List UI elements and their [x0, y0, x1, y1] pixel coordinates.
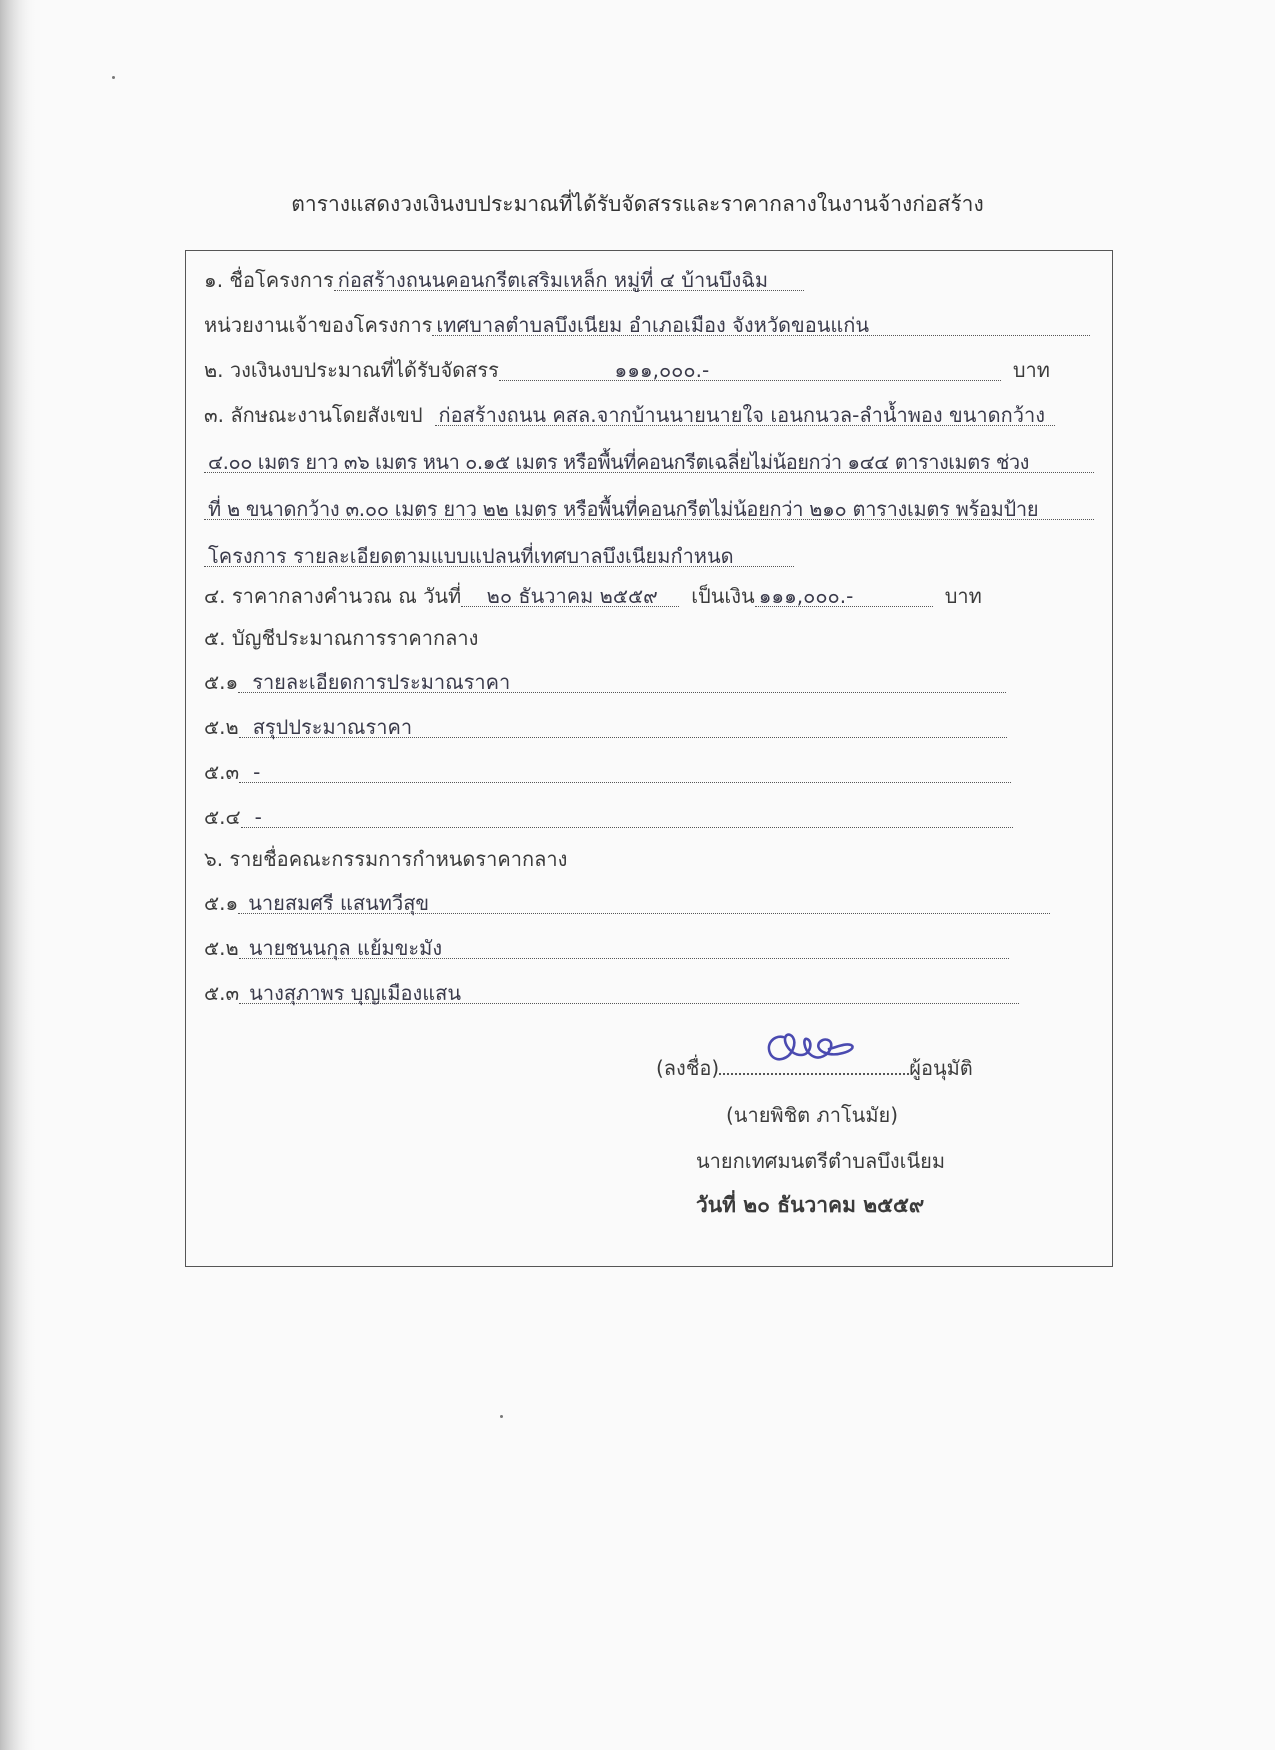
estimate-row	[204, 667, 1006, 697]
form-frame	[185, 250, 1113, 1267]
median-price-amount: ๑๑๑,๐๐๐.-	[755, 581, 933, 607]
estimate-row-text: รายละเอียดการประมาณราคา	[238, 667, 1006, 693]
estimate-row-text: -	[239, 757, 1011, 783]
committee-heading	[204, 844, 567, 874]
signature-prefix: (ลงชื่อ)	[656, 1056, 720, 1080]
committee-member-name: นายชนนกุล แย้มขะมัง	[239, 933, 1009, 959]
median-price-unit: บาท	[944, 584, 982, 608]
description-line-1: ก่อสร้างถนน คสล.จากบ้านนายนายใจ เอนกนวล-ลำน้ำพอง ขนาดกว้าง	[435, 400, 1055, 426]
estimate-row	[204, 757, 1011, 787]
budget-row	[204, 355, 1050, 385]
description-row-1	[204, 400, 1055, 430]
signature-line	[656, 1051, 973, 1084]
description-label: ๓. ลักษณะงานโดยสังเขป	[204, 403, 423, 427]
estimate-row	[204, 712, 1007, 742]
median-price-date: ๒๐ ธันวาคม ๒๕๕๙	[461, 581, 679, 607]
median-price-label: ๔. ราคากลางคำนวณ ณ วันที่	[204, 584, 462, 608]
description-row-3	[204, 494, 1094, 524]
description-row-4	[204, 541, 794, 571]
description-row-2	[204, 447, 1094, 477]
project-name-label: ๑. ชื่อโครงการ	[204, 268, 334, 292]
project-name-value: ก่อสร้างถนนคอนกรีตเสริมเหล็ก หมู่ที่ ๔ บ้านบึงฉิม	[334, 265, 804, 291]
estimate-row	[204, 802, 1013, 832]
agency-value: เทศบาลตำบลบึงเนียม อำเภอเมือง จังหวัดขอนแก่น	[432, 310, 1090, 336]
committee-row	[204, 888, 1050, 918]
description-line-4: โครงการ รายละเอียดตามแบบแปลนที่เทศบาลบึงเนียมกำหนด	[204, 541, 794, 567]
budget-unit: บาท	[1012, 358, 1050, 382]
committee-row-num: ๕.๒	[204, 936, 239, 960]
committee-row	[204, 933, 1009, 963]
budget-label: ๒. วงเงินงบประมาณที่ได้รับจัดสรร	[204, 358, 499, 382]
estimate-row-text: -	[241, 802, 1013, 828]
description-line-2: ๔.๐๐ เมตร ยาว ๓๖ เมตร หนา ๐.๑๕ เมตร หรือพื้นที่คอนกรีตเฉลี่ยไม่น้อยกว่า ๑๔๔ ตารางเมตร ช่วง	[204, 447, 1094, 473]
committee-row	[204, 978, 1019, 1008]
project-name-row	[204, 265, 804, 295]
budget-value: ๑๑๑,๐๐๐.-	[499, 355, 1001, 381]
handwritten-signature	[759, 1021, 869, 1071]
description-line-3: ที่ ๒ ขนาดกว้าง ๓.๐๐ เมตร ยาว ๒๒ เมตร หรือพื้นที่คอนกรีตไม่น้อยกว่า ๒๑๐ ตารางเมตร พร้อมป้าย	[204, 494, 1094, 520]
scan-speck	[500, 1415, 503, 1418]
median-price-row	[204, 581, 982, 611]
estimate-row-num: ๕.๓	[204, 760, 240, 784]
committee-member-name: นายสมศรี แสนทวีสุข	[238, 888, 1050, 914]
signer-position: นายกเทศมนตรีตำบลบึงเนียม	[696, 1149, 946, 1173]
signer-name: (นายพิชิต ภาโนมัย)	[726, 1103, 899, 1127]
page-title: ตารางแสดงวงเงินงบประมาณที่ได้รับจัดสรรและราคากลางในงานจ้างก่อสร้าง	[291, 192, 984, 216]
estimate-row-num: ๕.๔	[204, 805, 241, 829]
estimate-row-num: ๕.๒	[204, 715, 239, 739]
committee-label: ๖. รายชื่อคณะกรรมการกำหนดราคากลาง	[204, 847, 568, 871]
signature-suffix: ผู้อนุมัติ	[909, 1056, 973, 1080]
estimate-row-num: ๕.๑	[204, 670, 239, 694]
median-price-amount-label: เป็นเงิน	[691, 584, 755, 608]
scan-speck	[112, 76, 115, 79]
estimate-label: ๕. บัญชีประมาณการราคากลาง	[204, 626, 479, 650]
signature-date: วันที่ ๒๐ ธันวาคม ๒๕๕๙	[696, 1193, 925, 1217]
estimate-row-text: สรุปประมาณราคา	[239, 712, 1007, 738]
signature-dotted-line	[719, 1051, 909, 1075]
committee-member-name: นางสุภาพร บุญเมืองแสน	[239, 978, 1019, 1004]
committee-row-num: ๕.๓	[204, 981, 240, 1005]
agency-row	[204, 310, 1090, 340]
agency-label: หน่วยงานเจ้าของโครงการ	[204, 313, 433, 337]
committee-row-num: ๕.๑	[204, 891, 239, 915]
estimate-heading	[204, 623, 478, 653]
